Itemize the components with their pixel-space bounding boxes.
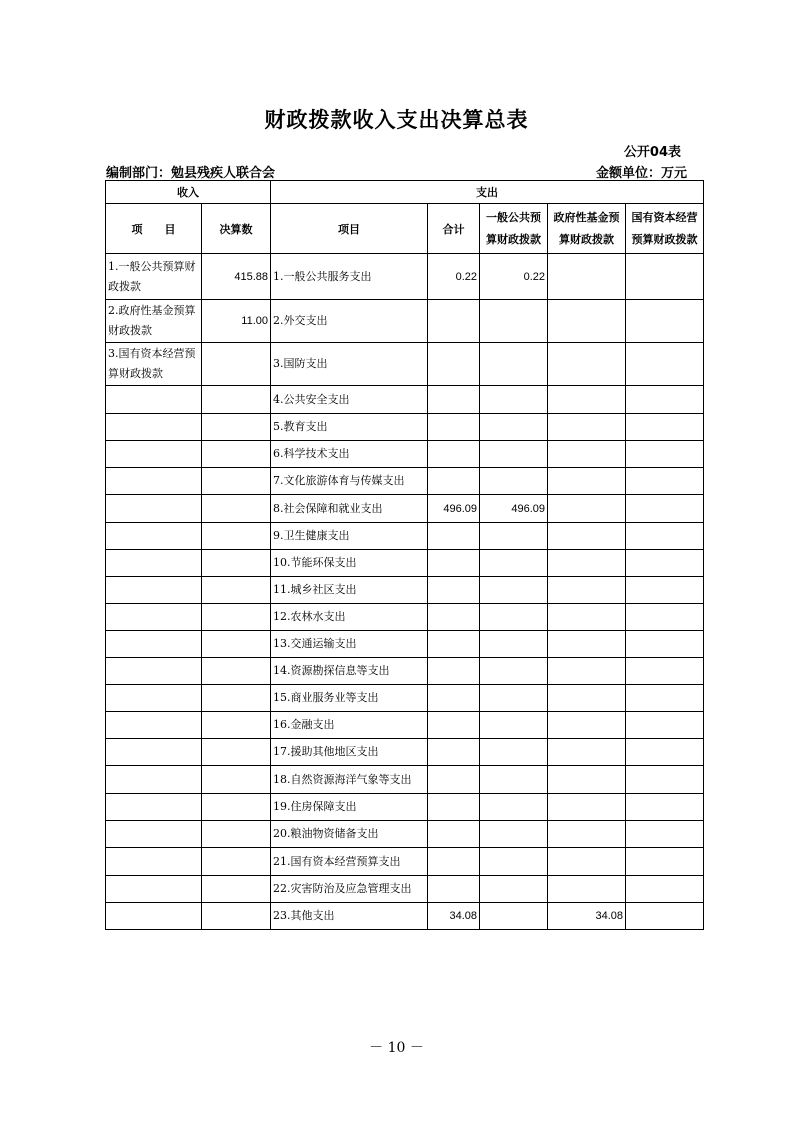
expense-general-budget (480, 550, 548, 577)
expense-item-label: 15.商业服务业等支出 (271, 685, 428, 712)
expense-state-capital (626, 523, 704, 550)
income-item-label (106, 386, 202, 414)
income-value: 11.00 (202, 300, 271, 343)
expense-item-label: 17.援助其他地区支出 (271, 739, 428, 766)
expense-state-capital (626, 685, 704, 712)
expense-general-budget (480, 300, 548, 343)
expense-general-budget (480, 468, 548, 495)
expense-item-label: 23.其他支出 (271, 903, 428, 930)
expense-item-label: 6.科学技术支出 (271, 441, 428, 468)
income-item-label (106, 577, 202, 604)
expense-general-budget (480, 523, 548, 550)
income-item-label (106, 414, 202, 441)
expense-total (428, 685, 480, 712)
income-item-label (106, 658, 202, 685)
expense-item-label: 4.公共安全支出 (271, 386, 428, 414)
expense-state-capital (626, 631, 704, 658)
table-row (106, 848, 704, 876)
expense-general-budget: 496.09 (480, 495, 548, 523)
expense-item-label: 21.国有资本经营预算支出 (271, 848, 428, 876)
table-row (106, 577, 704, 604)
income-item-label (106, 468, 202, 495)
expense-general-budget (480, 766, 548, 794)
expense-state-capital (626, 254, 704, 300)
table-row (106, 495, 704, 523)
expense-fund-budget (548, 343, 626, 386)
expense-total (428, 712, 480, 739)
table-row (106, 300, 704, 343)
income-item-label (106, 766, 202, 794)
income-value (202, 495, 271, 523)
expense-fund-budget (548, 495, 626, 523)
income-value (202, 386, 271, 414)
expense-state-capital (626, 848, 704, 876)
income-item-label (106, 523, 202, 550)
income-item-label (106, 848, 202, 876)
expense-total (428, 794, 480, 821)
expense-state-capital (626, 876, 704, 903)
expense-general-budget (480, 658, 548, 685)
income-value (202, 604, 271, 631)
expense-state-capital (626, 550, 704, 577)
income-value (202, 766, 271, 794)
income-item-label (106, 821, 202, 848)
income-value (202, 550, 271, 577)
table-row (106, 386, 704, 414)
expense-fund-budget (548, 794, 626, 821)
income-item-label: 3.国有资本经营预算财政拨款 (106, 343, 202, 386)
header-row-1 (106, 181, 704, 204)
department-label: 编制部门：勉县残疾人联合会 (106, 166, 276, 181)
page-title: 财政拨款收入支出决算总表 (264, 108, 529, 132)
income-value (202, 658, 271, 685)
expense-total (428, 300, 480, 343)
expense-total (428, 876, 480, 903)
expense-total (428, 631, 480, 658)
income-item-label (106, 685, 202, 712)
income-value (202, 821, 271, 848)
expense-item-label: 19.住房保障支出 (271, 794, 428, 821)
table-row (106, 441, 704, 468)
expense-general-budget (480, 903, 548, 930)
table-row (106, 712, 704, 739)
income-item-label: 2.政府性基金预算财政拨款 (106, 300, 202, 343)
page-number: － 10 － (369, 1040, 424, 1056)
expense-item-label: 13.交通运输支出 (271, 631, 428, 658)
expense-general-budget (480, 821, 548, 848)
expense-fund-budget (548, 523, 626, 550)
expense-state-capital (626, 343, 704, 386)
expense-item-label: 18.自然资源海洋气象等支出 (271, 766, 428, 794)
income-value (202, 848, 271, 876)
expense-fund-budget (548, 685, 626, 712)
expense-fund-budget (548, 577, 626, 604)
table-row (106, 343, 704, 386)
expense-total: 496.09 (428, 495, 480, 523)
expense-fund-budget (548, 876, 626, 903)
expense-state-capital (626, 577, 704, 604)
expense-item-label: 22.灾害防治及应急管理支出 (271, 876, 428, 903)
income-value (202, 414, 271, 441)
table-row (106, 876, 704, 903)
expense-general-budget (480, 604, 548, 631)
table-row (106, 766, 704, 794)
expense-fund-budget (548, 300, 626, 343)
final-amount-header: 决算数 (202, 204, 271, 254)
expense-state-capital (626, 468, 704, 495)
income-value (202, 441, 271, 468)
income-item-label (106, 550, 202, 577)
income-value (202, 794, 271, 821)
table-row (106, 523, 704, 550)
expense-fund-budget (548, 766, 626, 794)
table-row (106, 685, 704, 712)
expense-total (428, 343, 480, 386)
expense-item-label: 8.社会保障和就业支出 (271, 495, 428, 523)
expense-total (428, 550, 480, 577)
income-value: 415.88 (202, 254, 271, 300)
expense-general-budget (480, 685, 548, 712)
expense-state-capital (626, 712, 704, 739)
expense-state-capital (626, 794, 704, 821)
expense-state-capital (626, 386, 704, 414)
expense-fund-budget (548, 658, 626, 685)
expense-fund-budget (548, 468, 626, 495)
expense-fund-budget (548, 254, 626, 300)
unit-label: 金额单位：万元 (595, 166, 687, 181)
table-row (106, 821, 704, 848)
expense-general-budget (480, 577, 548, 604)
expense-item-label: 10.节能环保支出 (271, 550, 428, 577)
expense-total (428, 821, 480, 848)
expense-general-budget (480, 386, 548, 414)
income-header: 收入 (106, 181, 271, 204)
expense-general-budget (480, 848, 548, 876)
income-value (202, 631, 271, 658)
expense-total (428, 739, 480, 766)
expense-item-label: 3.国防支出 (271, 343, 428, 386)
expense-total (428, 577, 480, 604)
income-item-label (106, 495, 202, 523)
expense-general-budget (480, 343, 548, 386)
income-value (202, 468, 271, 495)
expense-fund-budget (548, 631, 626, 658)
expense-general-budget (480, 876, 548, 903)
expense-state-capital (626, 604, 704, 631)
table-row (106, 903, 704, 930)
expense-fund-budget (548, 848, 626, 876)
expense-state-capital (626, 495, 704, 523)
expense-state-capital (626, 821, 704, 848)
expense-state-capital (626, 441, 704, 468)
expense-header: 支出 (271, 181, 704, 204)
expense-total (428, 441, 480, 468)
expense-general-budget (480, 441, 548, 468)
total-header: 合计 (428, 204, 480, 254)
expense-item-label: 2.外交支出 (271, 300, 428, 343)
income-item-label (106, 441, 202, 468)
income-value (202, 876, 271, 903)
income-value (202, 343, 271, 386)
income-item-label (106, 739, 202, 766)
expense-total: 0.22 (428, 254, 480, 300)
expense-item-label: 1.一般公共服务支出 (271, 254, 428, 300)
fund-budget-header: 政府性基金预算财政拨款 (548, 204, 626, 254)
table-row (106, 414, 704, 441)
expense-state-capital (626, 414, 704, 441)
expense-item-label: 16.金融支出 (271, 712, 428, 739)
table-row (106, 739, 704, 766)
expense-total (428, 468, 480, 495)
expense-item-label: 5.教育支出 (271, 414, 428, 441)
expense-fund-budget (548, 604, 626, 631)
income-value (202, 577, 271, 604)
expense-fund-budget (548, 550, 626, 577)
income-value (202, 712, 271, 739)
expense-fund-budget (548, 441, 626, 468)
table-row (106, 254, 704, 300)
table-row (106, 794, 704, 821)
expense-item-label: 11.城乡社区支出 (271, 577, 428, 604)
income-item-label (106, 903, 202, 930)
expense-fund-budget (548, 414, 626, 441)
expense-item-label: 12.农林水支出 (271, 604, 428, 631)
expense-total: 34.08 (428, 903, 480, 930)
expense-item-label: 7.文化旅游体育与传媒支出 (271, 468, 428, 495)
table-row (106, 658, 704, 685)
expense-fund-budget (548, 739, 626, 766)
table-row (106, 468, 704, 495)
expense-item-header: 项目 (271, 204, 428, 254)
expense-item-label: 14.资源勘探信息等支出 (271, 658, 428, 685)
income-value (202, 523, 271, 550)
expense-general-budget (480, 631, 548, 658)
expense-state-capital (626, 766, 704, 794)
expense-total (428, 523, 480, 550)
table-row (106, 550, 704, 577)
expense-item-label: 9.卫生健康支出 (271, 523, 428, 550)
expense-fund-budget (548, 386, 626, 414)
income-value (202, 739, 271, 766)
income-item-label: 1.一般公共预算财政拨款 (106, 254, 202, 300)
expense-state-capital (626, 739, 704, 766)
expense-state-capital (626, 903, 704, 930)
expense-general-budget (480, 739, 548, 766)
expense-fund-budget: 34.08 (548, 903, 626, 930)
expense-total (428, 848, 480, 876)
expense-fund-budget (548, 821, 626, 848)
expense-general-budget (480, 414, 548, 441)
expense-fund-budget (548, 712, 626, 739)
expense-state-capital (626, 658, 704, 685)
expense-total (428, 604, 480, 631)
expense-state-capital (626, 300, 704, 343)
expense-general-budget (480, 794, 548, 821)
expense-general-budget: 0.22 (480, 254, 548, 300)
income-item-label (106, 631, 202, 658)
expense-total (428, 766, 480, 794)
income-value (202, 685, 271, 712)
table-row (106, 631, 704, 658)
income-item-label (106, 604, 202, 631)
state-capital-header: 国有资本经营预算财政拨款 (626, 204, 704, 254)
form-number: 公开04表 (623, 145, 681, 160)
table-row (106, 604, 704, 631)
income-item-label (106, 794, 202, 821)
header-row-2 (106, 204, 704, 254)
general-budget-header: 一般公共预算财政拨款 (480, 204, 548, 254)
expense-total (428, 414, 480, 441)
expense-total (428, 658, 480, 685)
budget-table (105, 180, 704, 930)
expense-general-budget (480, 712, 548, 739)
income-value (202, 903, 271, 930)
income-item-label (106, 712, 202, 739)
expense-total (428, 386, 480, 414)
income-item-header: 项 目 (106, 204, 202, 254)
income-item-label (106, 876, 202, 903)
expense-item-label: 20.粮油物资储备支出 (271, 821, 428, 848)
